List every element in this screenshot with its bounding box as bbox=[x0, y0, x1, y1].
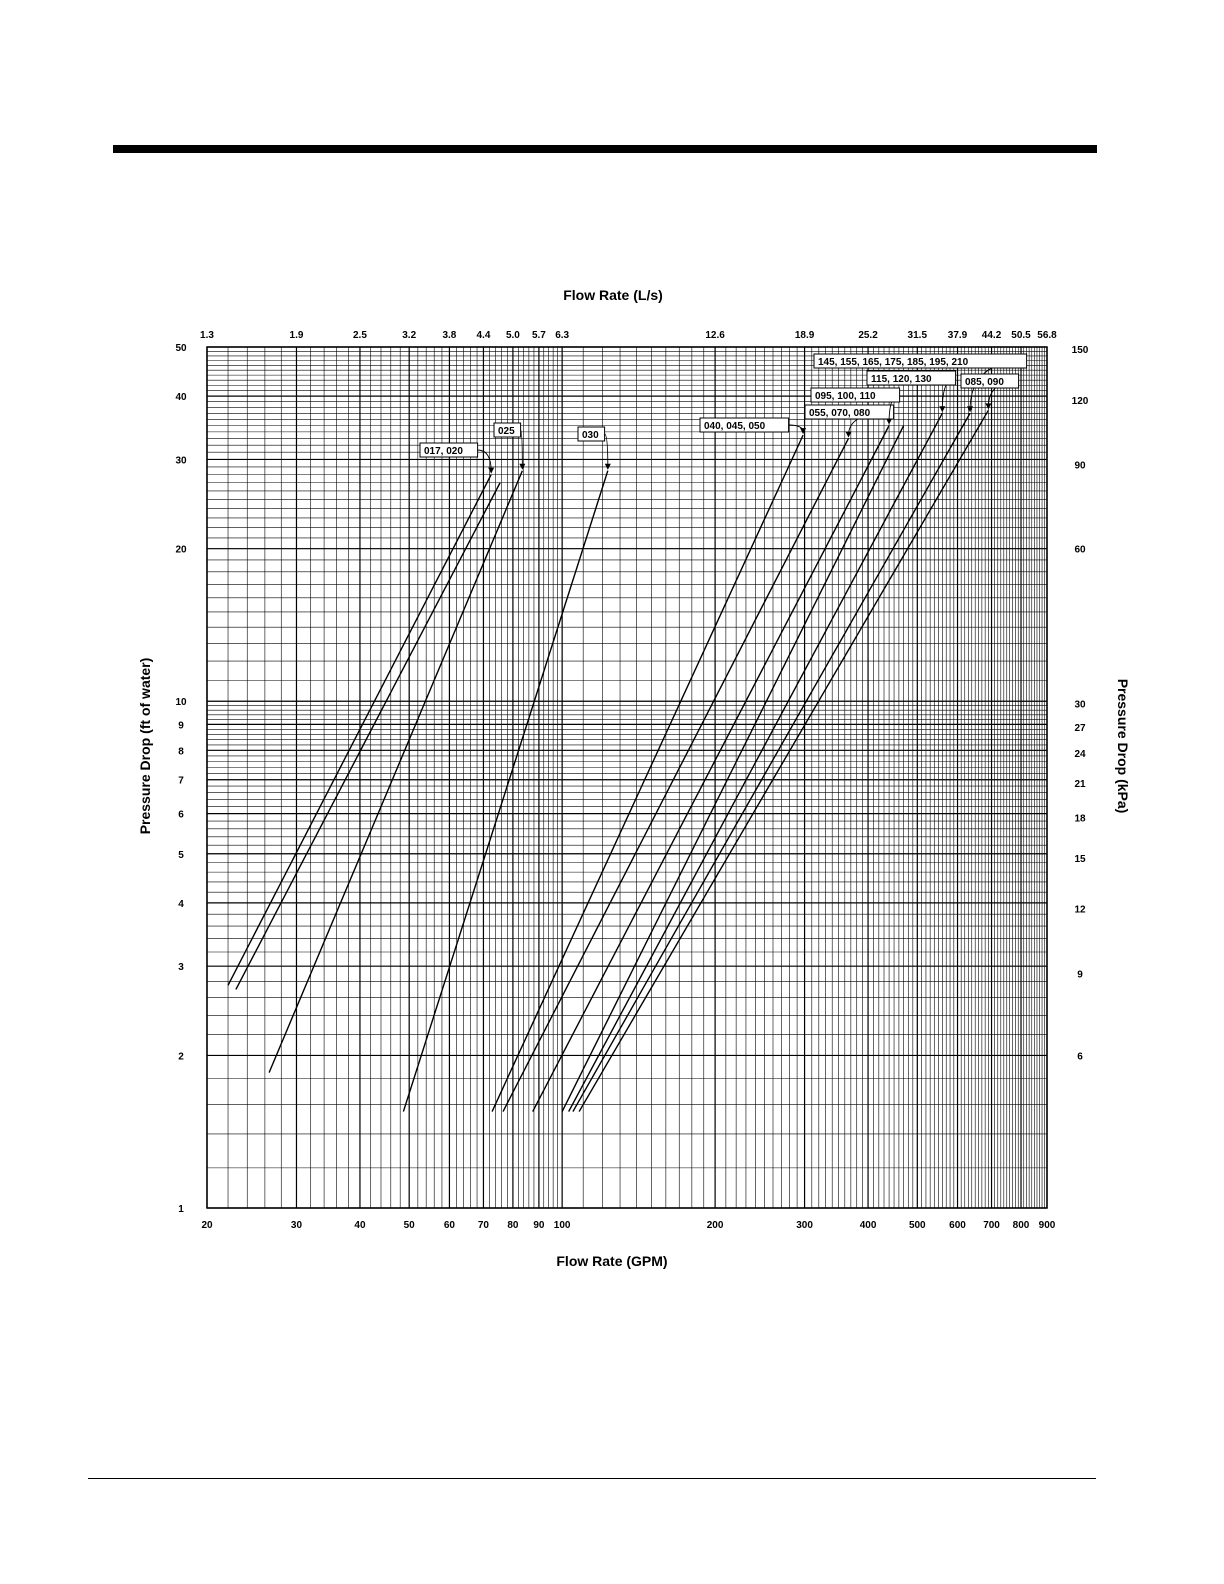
top-tick-label: 37.9 bbox=[947, 330, 968, 341]
series-line-6 bbox=[533, 426, 889, 1112]
left-tick-label: 40 bbox=[175, 392, 187, 404]
left-tick-label: 30 bbox=[175, 455, 187, 467]
bottom-tick-label: 30 bbox=[290, 1220, 303, 1231]
top-tick-label: 1.9 bbox=[289, 330, 304, 341]
left-tick-label: 50 bbox=[175, 343, 187, 354]
bottom-tick-label: 100 bbox=[553, 1220, 571, 1231]
right-tick-label: 12 bbox=[1074, 904, 1086, 916]
series-line-7 bbox=[562, 426, 903, 1112]
top-tick-label: 2.5 bbox=[353, 330, 367, 341]
top-tick-label: 25.2 bbox=[858, 330, 878, 341]
right-tick-label: 90 bbox=[1074, 460, 1086, 472]
series-line-5 bbox=[503, 438, 848, 1111]
callout-label: 115, 120, 130 bbox=[871, 374, 932, 385]
top-tick-label: 3.2 bbox=[402, 330, 417, 341]
bottom-tick-label: 900 bbox=[1038, 1220, 1056, 1231]
bottom-tick-label: 300 bbox=[796, 1220, 813, 1231]
right-tick-label: 9 bbox=[1077, 969, 1083, 981]
left-tick-label: 1 bbox=[178, 1204, 184, 1215]
bottom-tick-label: 60 bbox=[443, 1220, 455, 1231]
callout-layer bbox=[420, 354, 1027, 474]
left-tick-label: 3 bbox=[178, 962, 184, 974]
callout-label: 095, 100, 110 bbox=[815, 391, 876, 402]
bottom-tick-label: 80 bbox=[507, 1220, 519, 1231]
bottom-tick-label: 20 bbox=[201, 1220, 213, 1231]
top-tick-label: 50.5 bbox=[1011, 330, 1031, 341]
callout-label: 025 bbox=[498, 426, 515, 437]
right-tick-label: 60 bbox=[1074, 544, 1086, 556]
right-tick-label: 6 bbox=[1077, 1051, 1083, 1063]
bottom-tick-label: 800 bbox=[1012, 1220, 1030, 1231]
bottom-tick-label: 200 bbox=[706, 1220, 724, 1231]
left-tick-label: 6 bbox=[178, 809, 184, 821]
callout-arrowhead bbox=[939, 406, 945, 412]
bottom-axis-title: Flow Rate (GPM) bbox=[556, 1253, 668, 1269]
bottom-tick-label: 500 bbox=[908, 1220, 926, 1231]
series-line-10 bbox=[579, 410, 988, 1111]
bottom-tick-label: 700 bbox=[983, 1220, 1000, 1231]
callout-arrowhead bbox=[985, 403, 991, 409]
bottom-tick-label: 600 bbox=[949, 1220, 966, 1231]
right-tick-label: 30 bbox=[1074, 699, 1086, 711]
callout-arrowhead bbox=[886, 419, 892, 425]
series-line-2 bbox=[269, 471, 522, 1073]
grid-minor bbox=[207, 347, 1047, 1208]
callout-label: 017, 020 bbox=[424, 446, 463, 457]
left-tick-label: 7 bbox=[178, 775, 184, 787]
callout-label: 055, 070, 080 bbox=[809, 408, 871, 419]
series-line-1 bbox=[236, 483, 500, 990]
left-tick-label: 8 bbox=[178, 746, 184, 758]
left-tick-label: 10 bbox=[175, 697, 187, 709]
callout-arrowhead bbox=[967, 406, 973, 412]
callout-label: 040, 045, 050 bbox=[704, 421, 766, 432]
right-tick-label: 15 bbox=[1074, 854, 1086, 866]
left-tick-label: 4 bbox=[178, 898, 184, 910]
right-tick-label: 120 bbox=[1071, 395, 1089, 407]
right-tick-label: 18 bbox=[1074, 813, 1086, 825]
top-tick-label: 5.7 bbox=[531, 330, 546, 341]
right-tick-label: 150 bbox=[1071, 345, 1089, 357]
left-axis-title: Pressure Drop (ft of water) bbox=[137, 657, 153, 835]
top-axis-title: Flow Rate (L/s) bbox=[563, 287, 663, 303]
series-layer bbox=[228, 410, 988, 1111]
bottom-tick-label: 40 bbox=[354, 1220, 366, 1231]
bottom-tick-label: 90 bbox=[533, 1220, 545, 1231]
callout-label: 145, 155, 165, 175, 185, 195, 210 bbox=[818, 357, 969, 368]
callout-arrowhead bbox=[800, 428, 806, 434]
top-tick-label: 4.4 bbox=[476, 330, 491, 341]
callout-arrowhead bbox=[488, 468, 494, 474]
right-axis-title: Pressure Drop (kPa) bbox=[1115, 678, 1131, 814]
callout-label: 030 bbox=[582, 430, 599, 441]
top-tick-label: 1.3 bbox=[200, 330, 214, 341]
right-tick-label: 21 bbox=[1074, 778, 1086, 790]
top-tick-label: 3.8 bbox=[442, 330, 457, 341]
top-tick-label: 18.9 bbox=[794, 330, 815, 341]
top-tick-label: 6.3 bbox=[555, 330, 570, 341]
left-tick-label: 9 bbox=[178, 720, 184, 732]
left-tick-label: 20 bbox=[175, 544, 187, 556]
bottom-tick-label: 70 bbox=[477, 1220, 490, 1231]
top-tick-label: 44.2 bbox=[981, 330, 1002, 341]
tick-layer bbox=[175, 330, 1088, 1231]
top-tick-label: 12.6 bbox=[705, 330, 725, 341]
right-tick-label: 27 bbox=[1074, 722, 1086, 734]
top-tick-label: 5.0 bbox=[505, 330, 520, 341]
top-tick-label: 31.5 bbox=[907, 330, 928, 341]
callout-label: 085, 090 bbox=[965, 377, 1004, 388]
left-tick-label: 5 bbox=[178, 849, 184, 861]
bottom-tick-label: 50 bbox=[403, 1220, 415, 1231]
top-tick-label: 56.8 bbox=[1037, 330, 1057, 341]
bottom-tick-label: 400 bbox=[859, 1220, 877, 1231]
left-tick-label: 2 bbox=[178, 1051, 184, 1063]
right-tick-label: 24 bbox=[1074, 749, 1086, 761]
